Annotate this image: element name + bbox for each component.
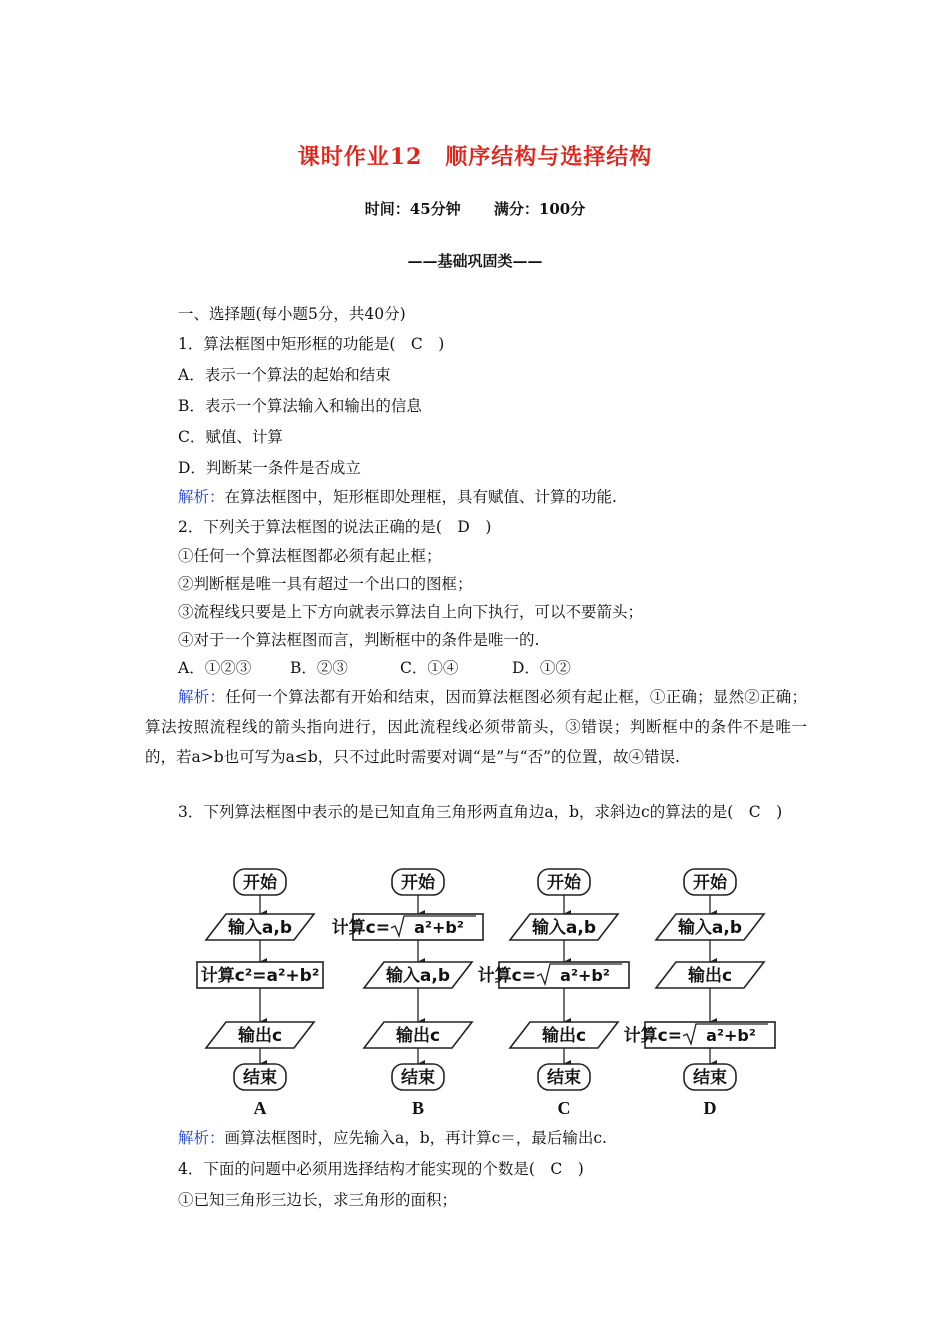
q2-statement-3: ③流程线只要是上下方向就表示算法自上向下执行，可以不要箭头； — [178, 603, 644, 621]
flowchart-a-input — [206, 914, 314, 940]
q2-options — [178, 657, 804, 679]
flowchart-b-start-label: 开始 — [401, 873, 435, 893]
flowchart-c-start-label: 开始 — [547, 873, 581, 893]
flowchart-a-end-label: 结束 — [243, 1068, 277, 1088]
flowchart-a-start-label: 开始 — [243, 873, 277, 893]
q1-explanation-label: 解析： — [178, 488, 225, 506]
flowchart-c-calc-prefix: 计算c= — [477, 966, 536, 986]
flowchart-d-input-label: 输入a,b — [677, 918, 743, 938]
q1-option-c: C．赋值、计算 — [178, 428, 283, 446]
q2-explanation — [145, 682, 807, 772]
flowchart-a-output-label: 输出c — [237, 1026, 283, 1046]
time-limit: 时间：45分钟 — [364, 200, 461, 218]
flowchart-d-calc-prefix: 计算c= — [623, 1026, 682, 1046]
category-heading: ——基础巩固类—— — [407, 252, 543, 270]
flowchart-b-input-label: 输入a,b — [385, 966, 451, 986]
flowchart-a-end — [234, 1064, 286, 1090]
full-score: 满分：100分 — [493, 200, 586, 218]
flowchart-b-input — [364, 962, 472, 988]
flowchart-b-output — [364, 1022, 472, 1048]
flowchart-d-calc — [624, 1022, 775, 1048]
flowchart-b-start — [392, 869, 444, 895]
q1-explanation-text: 在算法框图中，矩形框即处理框，具有赋值、计算的功能. — [224, 488, 617, 506]
q2-explanation-label: 解析： — [178, 688, 226, 706]
q3-explanation-text: 画算法框图时，应先输入a，b，再计算c＝，最后输出c. — [224, 1129, 607, 1147]
flowchart-d-end-label: 结束 — [693, 1068, 727, 1088]
q3-stem: 3．下列算法框图中表示的是已知直角三角形两直角边a，b，求斜边c的算法的是( C ) — [178, 803, 783, 821]
flowchart-a-calc-label: 计算c²=a²+b² — [200, 966, 320, 986]
flowchart-b-label: B — [411, 1098, 425, 1118]
flowchart-b-calc — [332, 914, 483, 940]
flowchart-d-label: D — [703, 1098, 717, 1118]
flowchart-options — [190, 865, 790, 1125]
flowchart-c-output — [510, 1022, 618, 1048]
flowchart-b-end — [392, 1064, 444, 1090]
q2-option-a: A．①②③ — [178, 659, 252, 677]
q1-stem: 1．算法框图中矩形框的功能是( C ) — [178, 335, 445, 353]
q2-option-c: C．①④ — [400, 659, 459, 677]
q1-option-a: A．表示一个算法的起始和结束 — [178, 366, 391, 384]
q2-option-b: B．②③ — [290, 659, 348, 677]
flowchart-a-start — [234, 869, 286, 895]
q4-statement-1: ①已知三角形三边长，求三角形的面积； — [178, 1191, 458, 1209]
flowchart-a-input-label: 输入a,b — [227, 918, 293, 938]
q2-statement-2: ②判断框是唯一具有超过一个出口的图框； — [178, 575, 473, 593]
page-title: 课时作业12 顺序结构与选择结构 — [297, 144, 653, 170]
flowchart-b-calc-prefix: 计算c= — [331, 918, 390, 938]
flowchart-d-end — [684, 1064, 736, 1090]
flowchart-c-end — [538, 1064, 590, 1090]
flowchart-c-output-label: 输出c — [541, 1026, 587, 1046]
flowchart-b-output-label: 输出c — [395, 1026, 441, 1046]
q1-option-d: D．判断某一条件是否成立 — [178, 459, 361, 477]
flowchart-c-input-label: 输入a,b — [531, 918, 597, 938]
exam-meta — [0, 198, 950, 219]
q2-stem: 2．下列关于算法框图的说法正确的是( D ) — [178, 518, 492, 536]
q2-explanation-text: 任何一个算法都有开始和结束，因而算法框图必须有起止框，①正确；显然②正确；算法按照流程线的箭头指向进行，因此流程线必须带箭头，③错误；判断框中的条件不是唯一的，若a>b也可写为a≤b，只不过此时需要对调“是”与“否”的位置，故④错误. — [145, 688, 807, 766]
q1-option-b: B．表示一个算法输入和输出的信息 — [178, 397, 422, 415]
q2-statement-1: ①任何一个算法框图都必须有起止框； — [178, 547, 442, 565]
q2-option-d: D．①② — [512, 659, 571, 677]
flowchart-d-output-label: 输出c — [687, 966, 733, 986]
flowchart-c-calc — [478, 962, 629, 988]
q3-explanation-label: 解析： — [178, 1129, 225, 1147]
q4-stem: 4．下面的问题中必须用选择结构才能实现的个数是( C ) — [178, 1160, 584, 1178]
flowchart-b-end-label: 结束 — [401, 1068, 435, 1088]
flowchart-a-calc — [197, 962, 323, 988]
flowchart-a-output — [206, 1022, 314, 1048]
q1-explanation — [178, 486, 804, 508]
flowchart-b-calc-radicand: a²+b² — [414, 918, 464, 937]
flowchart-c-label: C — [557, 1098, 571, 1118]
flowchart-c-end-label: 结束 — [547, 1068, 581, 1088]
flowchart-d-output — [656, 962, 764, 988]
flowchart-d-input — [656, 914, 764, 940]
flowchart-a-label: A — [253, 1098, 267, 1118]
flowchart-d-calc-radicand: a²+b² — [706, 1026, 756, 1045]
q3-explanation — [178, 1127, 804, 1149]
flowchart-c-calc-radicand: a²+b² — [560, 966, 610, 985]
q2-statement-4: ④对于一个算法框图而言，判断框中的条件是唯一的. — [178, 631, 540, 649]
flowchart-c-input — [510, 914, 618, 940]
flowchart-c-start — [538, 869, 590, 895]
flowchart-d-start-label: 开始 — [693, 873, 727, 893]
section-heading: 一、选择题(每小题5分，共40分) — [178, 305, 406, 323]
flowchart-d-start — [684, 869, 736, 895]
